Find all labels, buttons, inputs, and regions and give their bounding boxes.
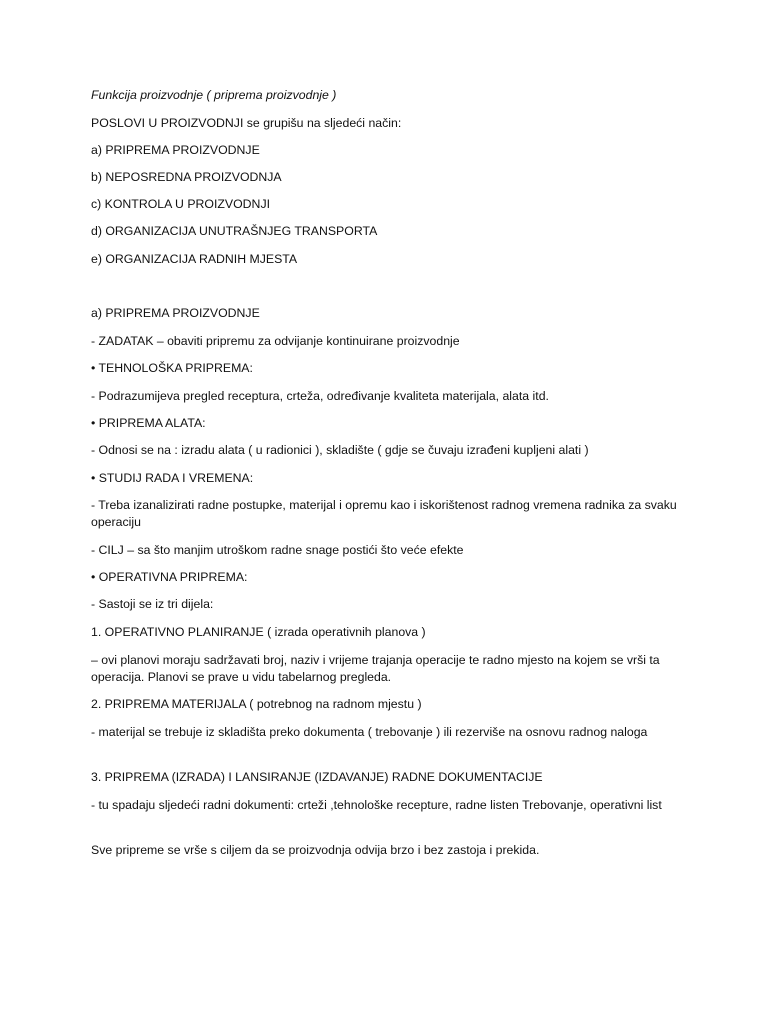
bullet-heading: • OPERATIVNA PRIPREMA: xyxy=(91,570,248,584)
list-item: c) KONTROLA U PROIZVODNJI xyxy=(91,197,271,211)
paragraph: - CILJ – sa što manjim utroškom radne snage postići što veće efekte xyxy=(91,543,464,557)
paragraph: - Sastoji se iz tri dijela: xyxy=(91,597,214,611)
intro-line: POSLOVI U PROIZVODNJI se grupišu na sljedeći način: xyxy=(91,116,402,130)
paragraph: - ZADATAK – obaviti pripremu za odvijanje kontinuirane proizvodnje xyxy=(91,334,460,348)
list-item: b) NEPOSREDNA PROIZVODNJA xyxy=(91,170,282,184)
bullet-heading: • TEHNOLOŠKA PRIPREMA: xyxy=(91,361,253,375)
numbered-heading: 1. OPERATIVNO PLANIRANJE ( izrada operativnih planova ) xyxy=(91,625,426,639)
section-heading: a) PRIPREMA PROIZVODNJE xyxy=(91,306,260,320)
list-item: e) ORGANIZACIJA RADNIH MJESTA xyxy=(91,252,298,266)
paragraph: – ovi planovi moraju sadržavati broj, naziv i vrijeme trajanja operacije te radno mjesto na kojem se vrši ta operacija. Planovi se prave u vidu tabelarnog pregleda. xyxy=(91,653,660,684)
paragraph: - tu spadaju sljedeći radni dokumenti: crteži ,tehnološke recepture, radne listen Trebovanje, operativni list xyxy=(91,798,662,812)
numbered-heading: 3. PRIPREMA (IZRADA) I LANSIRANJE (IZDAVANJE) RADNE DOKUMENTACIJE xyxy=(91,770,543,784)
paragraph: - materijal se trebuje iz skladišta preko dokumenta ( trebovanje ) ili rezerviše na osnovu radnog naloga xyxy=(91,725,648,739)
paragraph: - Odnosi se na : izradu alata ( u radionici ), skladište ( gdje se čuvaju izrađeni kupljeni alati ) xyxy=(91,443,589,457)
list-item: d) ORGANIZACIJA UNUTRAŠNJEG TRANSPORTA xyxy=(91,224,378,238)
document-title: Funkcija proizvodnje ( priprema proizvodnje ) xyxy=(91,88,337,102)
paragraph: - Podrazumijeva pregled receptura, crteža, određivanje kvaliteta materijala, alata itd. xyxy=(91,389,549,403)
numbered-heading: 2. PRIPREMA MATERIJALA ( potrebnog na radnom mjestu ) xyxy=(91,697,422,711)
closing-paragraph: Sve pripreme se vrše s ciljem da se proizvodnja odvija brzo i bez zastoja i prekida. xyxy=(91,843,540,857)
paragraph: - Treba izanalizirati radne postupke, materijal i opremu kao i iskorištenost radnog vremena radnika za svaku operaciju xyxy=(91,498,677,529)
list-item: a) PRIPREMA PROIZVODNJE xyxy=(91,143,260,157)
bullet-heading: • STUDIJ RADA I VREMENA: xyxy=(91,471,254,485)
bullet-heading: • PRIPREMA ALATA: xyxy=(91,416,206,430)
